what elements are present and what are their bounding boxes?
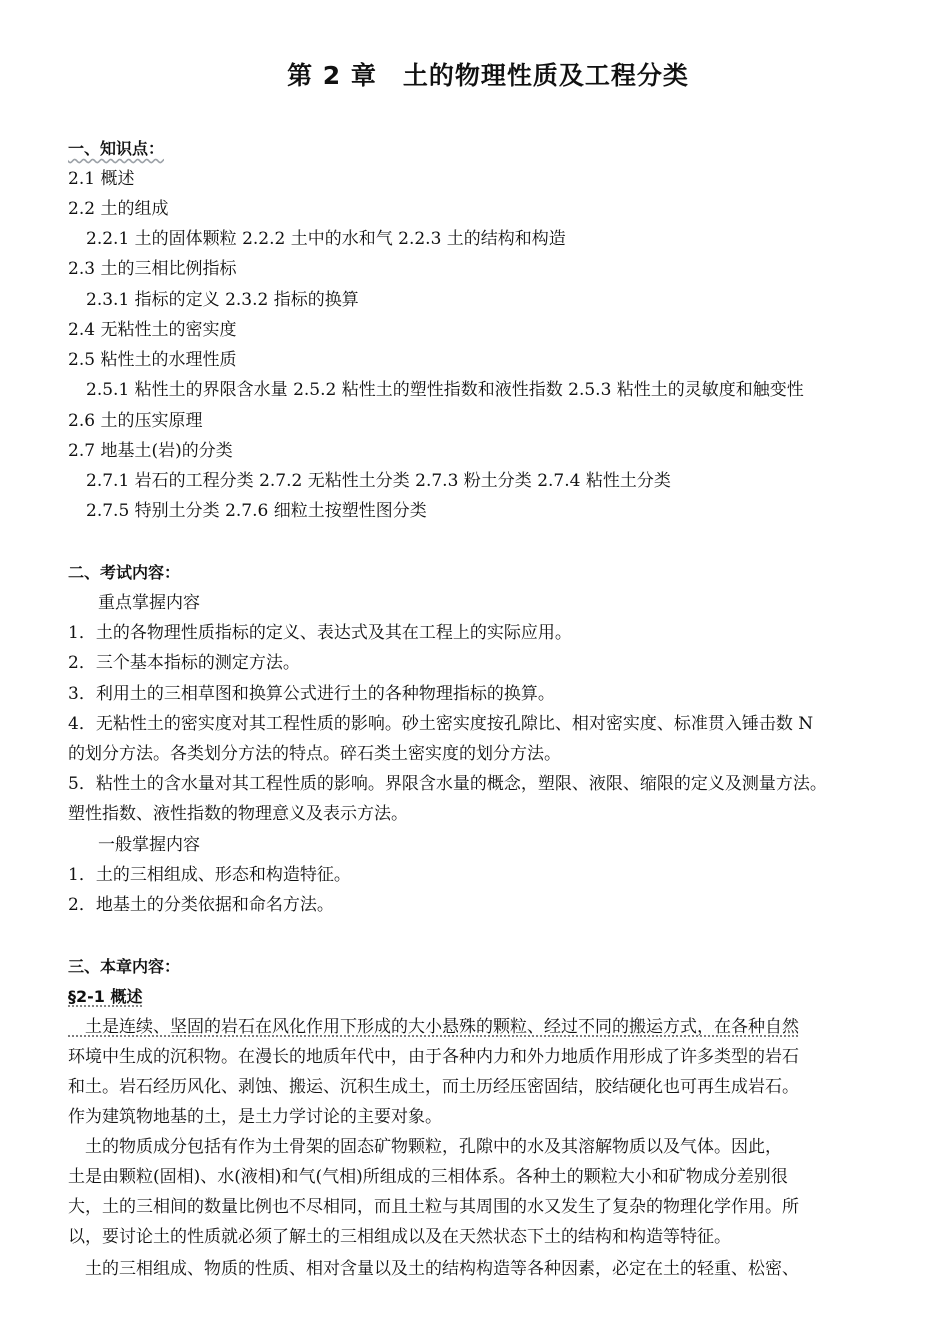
- paragraph: [68, 1012, 908, 1132]
- list-item: 塑性指数、液性指数的物理意义及表示方法。: [68, 804, 408, 824]
- toc-line: 2.2 土的组成: [68, 199, 169, 219]
- list-item: 4．无粘性土的密实度对其工程性质的影响。砂土密实度按孔隙比、相对密实度、标准贯入锤击数 N: [68, 714, 814, 734]
- paragraph-line: 以，要讨论土的性质就必须了解土的三相组成以及在天然状态下土的结构和构造等特征。: [68, 1227, 731, 1247]
- toc-line: 2.1 概述: [68, 169, 135, 189]
- list-item: 2．地基土的分类依据和命名方法。: [68, 895, 334, 915]
- paragraph-line: 作为建筑物地基的土，是土力学讨论的主要对象。: [68, 1107, 442, 1127]
- list-item: 2．三个基本指标的测定方法。: [68, 653, 300, 673]
- page-title: 第 2 章 土的物理性质及工程分类: [287, 61, 689, 90]
- paragraph-line: 环境中生成的沉积物。在漫长的地质年代中，由于各种内力和外力地质作用形成了许多类型的岩石: [68, 1047, 799, 1067]
- list-item: 1．土的各物理性质指标的定义、表达式及其在工程上的实际应用。: [68, 623, 572, 643]
- toc-line: 2.5 粘性土的水理性质: [68, 350, 237, 370]
- list-item: 1．土的三相组成、形态和构造特征。: [68, 865, 351, 885]
- toc-line: 2.5.1 粘性土的界限含水量 2.5.2 粘性土的塑性指数和液性指数 2.5.3 粘性土的灵敏度和触变性: [86, 380, 804, 400]
- toc-line: 2.6 土的压实原理: [68, 411, 203, 431]
- toc-line: 2.3 土的三相比例指标: [68, 259, 237, 279]
- toc-line: 2.7.5 特别土分类 2.7.6 细粒土按塑性图分类: [86, 501, 427, 521]
- paragraph-line: 土是由颗粒(固相)、水(液相)和气(气相)所组成的三相体系。各种土的颗粒大小和矿物成分差别很: [68, 1167, 788, 1187]
- paragraph-line: 土的三相组成、物质的性质、相对含量以及土的结构构造等各种因素，必定在土的轻重、松密、: [68, 1259, 799, 1279]
- section2-subheading: 一般掌握内容: [98, 835, 200, 855]
- list-item: 的划分方法。各类划分方法的特点。碎石类土密实度的划分方法。: [68, 744, 561, 764]
- paragraph-line: 土是连续、坚固的岩石在风化作用下形成的大小悬殊的颗粒、经过不同的搬运方式，在各种自然: [68, 1017, 799, 1037]
- section3-subheading: §2-1 概述: [68, 987, 143, 1006]
- paragraph: [68, 1254, 908, 1284]
- toc-line: 2.4 无粘性土的密实度: [68, 320, 237, 340]
- toc-line: 2.2.1 土的固体颗粒 2.2.2 土中的水和气 2.2.3 土的结构和构造: [86, 229, 566, 249]
- section2-heading: 二、考试内容：: [68, 563, 181, 582]
- paragraph-line: 大，土的三相间的数量比例也不尽相同，而且土粒与其周围的水又发生了复杂的物理化学作用。所: [68, 1197, 799, 1217]
- paragraph-line: 和土。岩石经历风化、剥蚀、搬运、沉积生成土，而土历经压密固结，胶结硬化也可再生成岩石。: [68, 1077, 799, 1097]
- paragraph-line: 土的物质成分包括有作为土骨架的固态矿物颗粒，孔隙中的水及其溶解物质以及气体。因此，: [68, 1137, 782, 1157]
- list-item: 3．利用土的三相草图和换算公式进行土的各种物理指标的换算。: [68, 684, 555, 704]
- section1-heading: 一、知识点：: [68, 139, 165, 158]
- toc-line: 2.7 地基土(岩)的分类: [68, 441, 233, 461]
- list-item: 5．粘性土的含水量对其工程性质的影响。界限含水量的概念，塑限、液限、缩限的定义及测量方法。: [68, 774, 827, 794]
- toc-line: 2.3.1 指标的定义 2.3.2 指标的换算: [86, 290, 359, 310]
- section2-subheading: 重点掌握内容: [98, 593, 200, 613]
- section3-heading: 三、本章内容：: [68, 957, 181, 976]
- toc-line: 2.7.1 岩石的工程分类 2.7.2 无粘性土分类 2.7.3 粉土分类 2.7.4 粘性土分类: [86, 471, 671, 491]
- paragraph: [68, 1132, 908, 1252]
